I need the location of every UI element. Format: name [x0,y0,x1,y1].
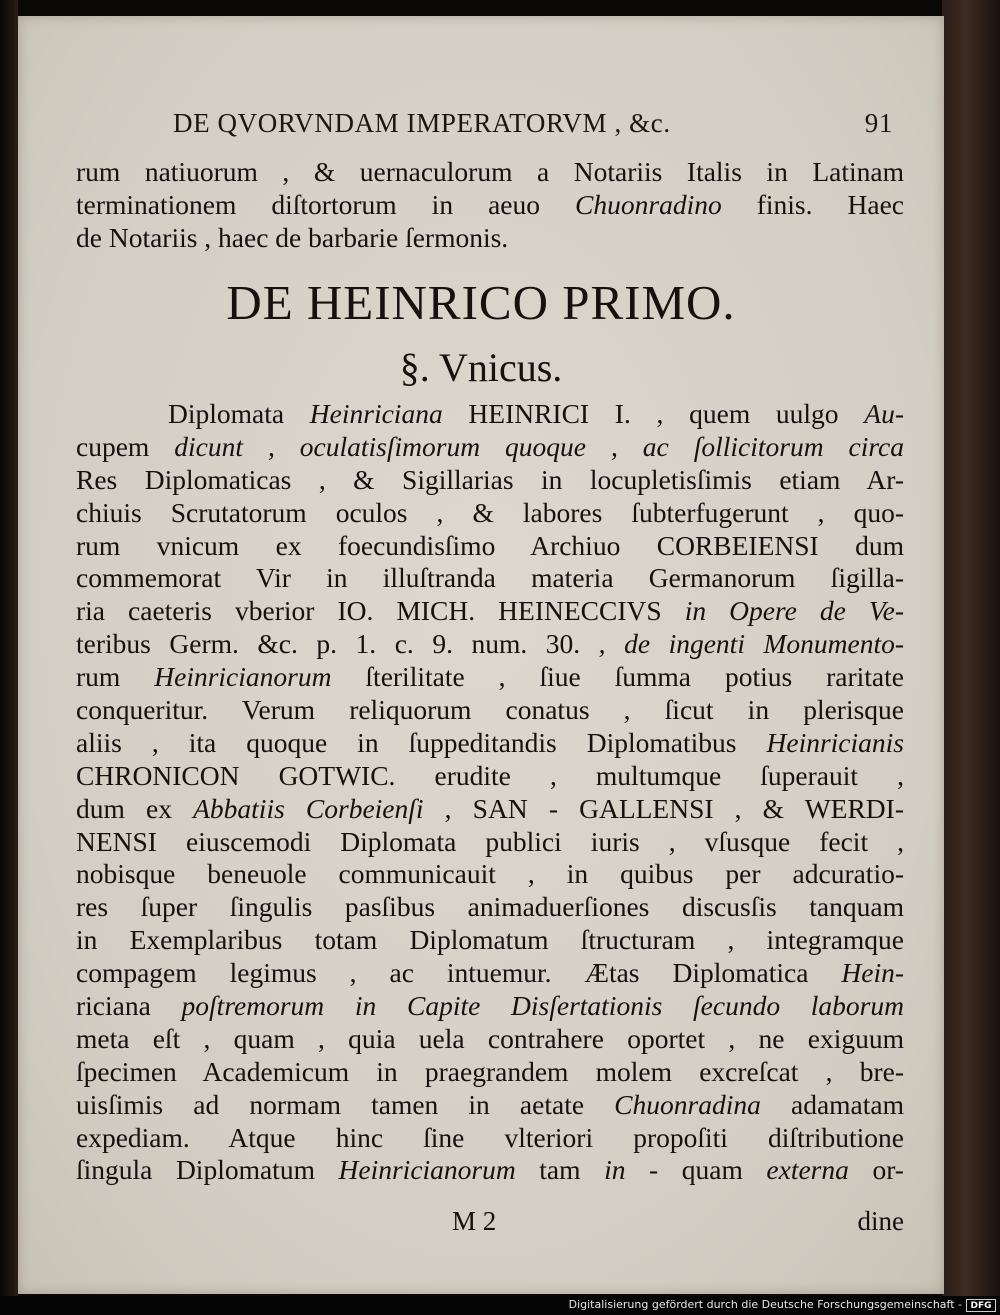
text-line [76,398,904,431]
roman-text: aliis , ita quoque in ſuppeditandis Diplomatibus [76,726,767,758]
book-page [18,16,944,1294]
text-line: commemorat Vir in illuſtranda materia Germanorum ſigilla- [76,562,904,594]
roman-text: ria caeteris vberior IO. MICH. HEINECCIVS [76,595,685,627]
italic-text: Hein- [841,957,904,989]
roman-text: uisſimis ad normam tamen in aetate [76,1088,615,1120]
text-line: Res Diplomaticas , & Sigillarias in locupletisſimis etiam Ar- [76,463,904,495]
roman-text: ſterilitate , ſiue ſumma potius raritate [331,661,904,693]
roman-text: compagem legimus , ac intuemur. Ætas Diplomatica [76,957,842,989]
section-title: DE HEINRICO PRIMO. [226,275,736,330]
italic-text: Au- [864,398,904,429]
italic-text: Chuonradino [575,188,722,220]
text-line [76,793,904,826]
text-line [76,1154,904,1187]
italic-text: Heinricianorum [154,661,332,693]
roman-text: dum ex [76,792,194,824]
text-line: rum vnicum ex foecundisſimo Archiuo CORBEIENSI dum [76,529,904,561]
roman-text: - quam [625,1154,767,1186]
italic-text: , de ingenti Monumento- [580,628,905,660]
text-line: de Notariis , haec de barbarie ſermonis. [76,221,509,253]
italic-text: Heinricianis [766,726,904,758]
digitization-footer [0,1296,1000,1315]
italic-text: Chuonradina [614,1088,761,1120]
roman-text: cupem [76,430,150,462]
roman-text: tam [515,1154,605,1186]
page-number: 91 [864,108,893,138]
section-subtitle: §. Vnicus. [399,345,563,390]
italic-text: in Opere de Ve- [684,595,904,627]
text-line: rum natiuorum , & uernaculorum a Notariis Italis in Latinam [76,156,904,187]
funding-credit: Digitalisierung gefördert durch die Deutsche Forschungsgemeinschaft - [568,1298,962,1311]
roman-text: teribus Germ. &c. p. 1. c. 9. num. 30. [76,628,581,660]
roman-text: ſingula Diplomatum [76,1154,339,1186]
text-line: expediam. Atque hinc ſine vlteriori propoſiti diſtributione [76,1121,904,1153]
italic-text: Heinriciana [309,398,443,429]
text-line [76,595,904,628]
roman-text: , SAN - GALLENSI , & WERDI- [423,792,904,824]
italic-text: externa [766,1154,849,1186]
running-header [173,108,893,139]
text-line: in Exemplaribus totam Diplomatum ſtructuram , integramque [76,924,904,956]
text-line: meta eſt , quam , quia uela contrahere oportet , ne exiguum [76,1022,904,1054]
body-paragraph [76,398,904,1187]
text-line [76,1089,904,1122]
text-line [76,990,904,1023]
italic-text: poſtremorum in Capite Disſertationis ſecundo laborum [150,990,904,1022]
book-spine-left [0,0,18,1296]
text-line: chiuis Scrutatorum oculos , & labores ſubterfugerunt , quo- [76,496,904,528]
signature-mark: M 2 [452,1206,497,1236]
roman-text: or- [848,1154,904,1186]
italic-text: Abbatiis Corbeienſi [193,792,424,824]
roman-text: finis. Haec [721,188,905,220]
text-line [76,727,904,760]
text-line: res ſuper ſingulis pasſibus animaduerſiones discusſis tanquam [76,891,904,923]
roman-text: Diplomata [168,398,310,429]
roman-text: riciana [76,990,151,1022]
text-line: nobisque beneuole communicauit , in quibus per adcuratio- [76,858,904,890]
text-line [76,189,904,222]
text-line: conqueritur. Verum reliquorum conatus , ſicut in plerisque [76,694,904,726]
text-line [76,628,904,661]
book-spine-right [942,0,1000,1296]
roman-text: rum [76,661,155,693]
roman-text: adamatam [760,1088,904,1120]
dfg-logo-icon: DFG [966,1299,996,1312]
italic-text: dicunt , oculatisſimorum quoque , ac ſollicitorum circa [149,430,904,462]
text-line: NENSI eiuscemodi Diplomata publici iuris , vſusque fecit , [76,825,904,857]
running-title: DE QVORVNDAM IMPERATORVM , &c. [173,108,671,138]
roman-text: terminationem diſtortorum in aeuo [76,188,576,220]
catchword: dine [857,1206,904,1236]
text-line [76,661,904,694]
roman-text: HEINRICI I. , quem uulgo [442,398,865,429]
intro-paragraph [76,156,904,255]
text-line: ſpecimen Academicum in praegrandem molem excreſcat , bre- [76,1055,904,1087]
text-line: CHRONICON GOTWIC. erudite , multumque ſuperauit , [76,759,904,791]
text-line [76,957,904,990]
text-line [76,431,904,464]
italic-text: Heinricianorum [338,1154,516,1186]
italic-text: in [604,1154,626,1186]
